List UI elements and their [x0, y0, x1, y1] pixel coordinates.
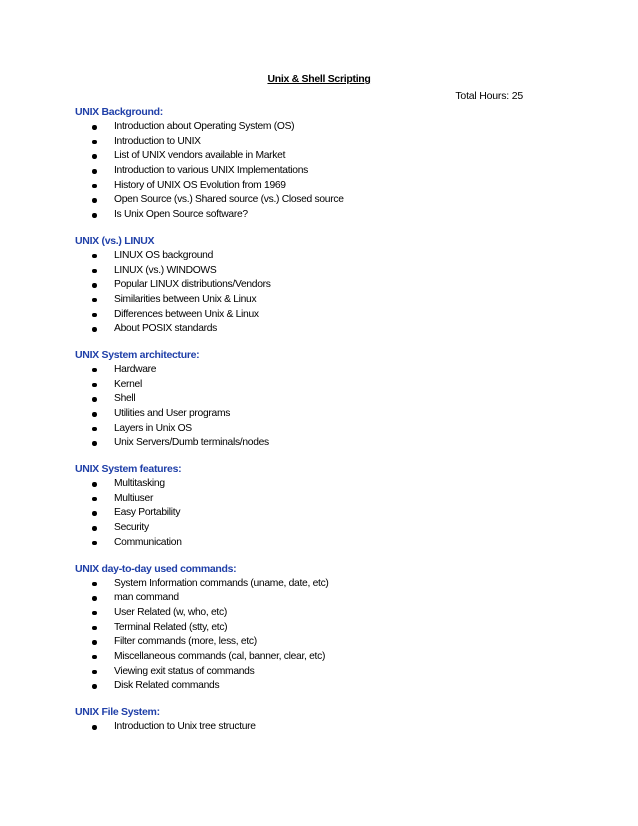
list-item-text: LINUX (vs.) WINDOWS: [114, 264, 217, 276]
bullet-icon: [92, 154, 97, 159]
page-title: Unix & Shell Scripting: [267, 73, 371, 85]
list-item-text: Terminal Related (stty, etc): [114, 621, 228, 633]
list-item: [75, 521, 575, 536]
bullet-list: [75, 577, 575, 695]
bullet-icon: [92, 383, 97, 388]
list-item-text: Popular LINUX distributions/Vendors: [114, 279, 271, 291]
bullet-icon: [92, 368, 97, 373]
bullet-icon: [92, 596, 97, 601]
list-item-text: Layers in Unix OS: [114, 422, 192, 434]
list-item: [75, 193, 575, 208]
list-item-text: Shell: [114, 393, 136, 405]
list-item-text: Disk Related commands: [114, 680, 220, 692]
list-item-text: Is Unix Open Source software?: [114, 209, 248, 221]
section-file-system: [75, 705, 575, 735]
bullet-icon: [92, 684, 97, 689]
section-system-architecture: [75, 348, 575, 451]
list-item: [75, 492, 575, 507]
list-item-text: Easy Portability: [114, 507, 181, 519]
bullet-icon: [92, 213, 97, 218]
section-unix-background: [75, 105, 575, 223]
list-item: [75, 208, 575, 223]
bullet-icon: [92, 611, 97, 616]
bullet-icon: [92, 412, 97, 417]
bullet-list: [75, 120, 575, 223]
list-item: [75, 665, 575, 680]
list-item: [75, 135, 575, 150]
list-item: [75, 679, 575, 694]
list-item-text: Introduction to various UNIX Implementations: [114, 165, 308, 177]
list-item: [75, 363, 575, 378]
list-item-text: Multiuser: [114, 492, 154, 504]
bullet-icon: [92, 482, 97, 487]
list-item-text: Utilities and User programs: [114, 408, 231, 419]
bullet-icon: [92, 313, 97, 318]
list-item: [75, 120, 575, 135]
list-item-text: About POSIX standards: [114, 323, 218, 335]
bullet-icon: [92, 125, 97, 130]
section-heading: UNIX (vs.) LINUX: [75, 234, 155, 247]
section-day-to-day-commands: [75, 562, 575, 695]
list-item-text: Differences between Unix & Linux: [114, 308, 259, 320]
list-item-text: man command: [114, 592, 179, 604]
list-item: [75, 293, 575, 308]
bullet-icon: [92, 140, 97, 145]
list-item-text: Similarities between Unix & Linux: [114, 293, 257, 305]
bullet-icon: [92, 511, 97, 516]
section-unix-vs-linux: [75, 234, 575, 337]
list-item-text: Introduction to UNIX: [114, 135, 201, 147]
list-item: [75, 422, 575, 437]
list-item-text: History of UNIX OS Evolution from 1969: [114, 179, 286, 191]
list-item: [75, 407, 575, 422]
list-item: [75, 635, 575, 650]
section-heading: UNIX System features:: [75, 463, 182, 476]
list-item-text: System Information commands (uname, date, etc): [114, 577, 329, 589]
syllabus: [75, 105, 575, 746]
bullet-icon: [92, 169, 97, 174]
list-item-text: Viewing exit status of commands: [114, 665, 255, 677]
list-item-text: Unix Servers/Dumb terminals/nodes: [114, 437, 269, 449]
list-item-text: User Related (w, who, etc): [114, 606, 227, 618]
list-item: [75, 278, 575, 293]
bullet-list: [75, 249, 575, 337]
list-item-text: Filter commands (more, less, etc): [114, 636, 257, 648]
list-item: [75, 621, 575, 636]
bullet-icon: [92, 269, 97, 274]
section-heading: UNIX File System:: [75, 706, 160, 718]
list-item-text: List of UNIX vendors available in Market: [114, 150, 286, 162]
bullet-icon: [92, 670, 97, 675]
list-item: [75, 720, 575, 735]
bullet-list: [75, 720, 575, 735]
list-item: [75, 378, 575, 393]
bullet-icon: [92, 725, 97, 730]
section-heading: UNIX System architecture:: [75, 348, 200, 361]
total-hours: Total Hours: 25: [455, 90, 523, 102]
bullet-icon: [92, 497, 97, 502]
bullet-icon: [92, 283, 97, 288]
list-item: [75, 506, 575, 521]
bullet-icon: [92, 655, 97, 660]
section-heading: UNIX day-to-day used commands:: [75, 562, 237, 575]
list-item-text: Security: [114, 522, 149, 534]
bullet-icon: [92, 327, 97, 332]
bullet-icon: [92, 254, 97, 259]
list-item: [75, 536, 575, 551]
bullet-icon: [92, 541, 97, 546]
list-item: [75, 164, 575, 179]
bullet-icon: [92, 298, 97, 303]
list-item: [75, 477, 575, 492]
list-item: [75, 606, 575, 621]
list-item-text: Kernel: [114, 378, 142, 390]
section-system-features: [75, 462, 575, 550]
list-item-text: Multitasking: [114, 478, 165, 490]
list-item: [75, 249, 575, 264]
bullet-icon: [92, 427, 97, 432]
bullet-icon: [92, 640, 97, 645]
list-item-text: Introduction about Operating System (OS): [114, 121, 295, 132]
list-item: [75, 179, 575, 194]
bullet-icon: [92, 626, 97, 631]
list-item-text: Hardware: [114, 363, 157, 375]
list-item: [75, 591, 575, 606]
list-item: [75, 149, 575, 164]
section-heading: UNIX Background:: [75, 106, 163, 118]
list-item: [75, 436, 575, 451]
bullet-icon: [92, 526, 97, 531]
bullet-icon: [92, 198, 97, 203]
bullet-icon: [92, 184, 97, 189]
bullet-list: [75, 363, 575, 451]
list-item-text: Open Source (vs.) Shared source (vs.) Closed source: [114, 194, 344, 206]
list-item-text: Communication: [114, 536, 182, 548]
list-item: [75, 650, 575, 665]
list-item-text: LINUX OS background: [114, 249, 214, 261]
list-item-text: Introduction to Unix tree structure: [114, 721, 256, 732]
list-item: [75, 577, 575, 592]
bullet-list: [75, 477, 575, 550]
bullet-icon: [92, 582, 97, 587]
list-item: [75, 308, 575, 323]
list-item: [75, 392, 575, 407]
bullet-icon: [92, 441, 97, 446]
list-item: [75, 322, 575, 337]
list-item-text: Miscellaneous commands (cal, banner, clear, etc): [114, 650, 326, 662]
list-item: [75, 264, 575, 279]
bullet-icon: [92, 397, 97, 402]
